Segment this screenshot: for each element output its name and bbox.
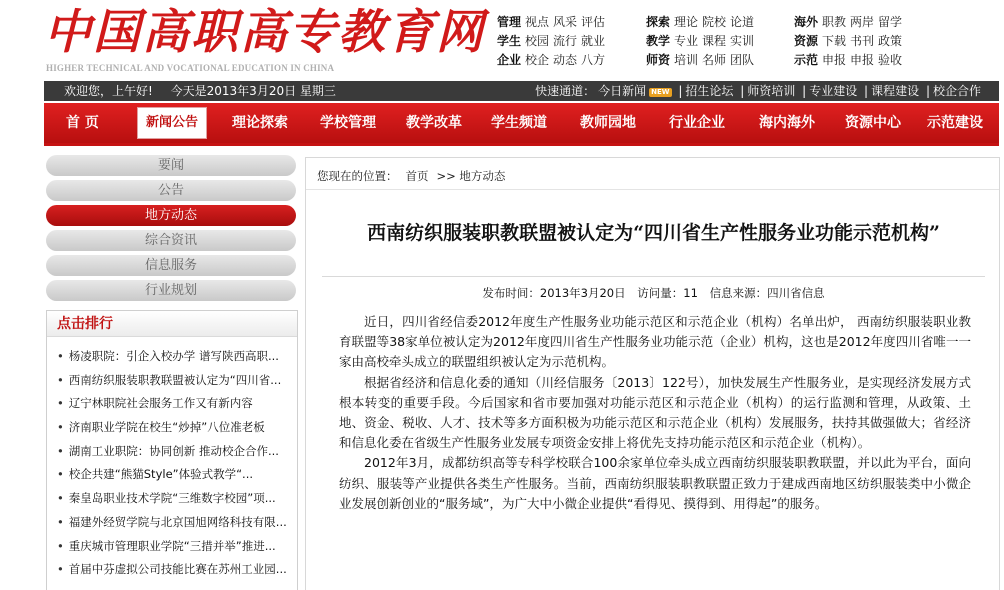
nav-item-theory[interactable]: 理论探索 xyxy=(232,115,288,131)
top-nav-link[interactable]: 书刊 xyxy=(850,34,875,48)
quick-link[interactable]: 课程建设 xyxy=(871,84,920,98)
top-nav-link[interactable]: 团队 xyxy=(730,53,755,67)
nav-item-school-management[interactable]: 学校管理 xyxy=(320,115,376,131)
top-nav-link[interactable]: 视点 xyxy=(525,15,550,29)
nav-item-overseas[interactable]: 海内海外 xyxy=(759,115,815,131)
article-meta xyxy=(306,285,1001,301)
top-nav-head[interactable]: 管理 xyxy=(497,15,522,29)
quick-links: 快速通道： 今日新闻 NEW | 招生论坛 | 师资培训 | 专业建设 | 课程建设 | 校企合作 xyxy=(535,84,981,98)
article-panel xyxy=(305,157,1000,590)
welcome-bar xyxy=(44,81,999,101)
top-nav-group-2 xyxy=(646,13,758,70)
nav-item-teachers[interactable]: 教师园地 xyxy=(580,115,636,131)
ranking-item[interactable]: • 首届中芬虚拟公司技能比赛在苏州工业园... xyxy=(57,558,289,582)
click-ranking-panel xyxy=(46,310,298,590)
breadcrumb-local-news[interactable]: >> 地方动态 xyxy=(436,169,506,183)
nav-divider xyxy=(44,143,999,146)
nav-item-industry[interactable]: 行业企业 xyxy=(669,115,725,131)
top-nav-row xyxy=(794,13,906,32)
top-nav-link[interactable]: 校企 xyxy=(525,53,550,67)
divider xyxy=(322,276,985,277)
top-nav-head[interactable]: 探索 xyxy=(646,15,671,29)
top-nav-link[interactable]: 校园 xyxy=(525,34,550,48)
quick-link[interactable]: 招生论坛 xyxy=(685,84,734,98)
top-nav-link[interactable]: 风采 xyxy=(553,15,578,29)
top-nav-link[interactable]: 两岸 xyxy=(850,15,875,29)
quick-link[interactable]: 专业建设 xyxy=(809,84,858,98)
top-nav-head[interactable]: 企业 xyxy=(497,53,522,67)
sidebar-item-info-service[interactable]: 信息服务 xyxy=(46,255,296,276)
nav-item-home[interactable]: 首 页 xyxy=(66,115,99,131)
ranking-item[interactable]: • 秦皇岛职业技术学院“三维数字校园”项... xyxy=(57,487,289,511)
nav-item-resources[interactable]: 资源中心 xyxy=(845,115,901,131)
top-nav-row xyxy=(794,51,906,70)
ranking-item[interactable]: • 济南职业学院在校生“炒掉”八位准老板 xyxy=(57,416,289,440)
top-nav-link[interactable]: 就业 xyxy=(581,34,606,48)
breadcrumb-home[interactable]: 首页 xyxy=(405,169,429,183)
ranking-item[interactable]: • 辽宁林职院社会服务工作又有新内容 xyxy=(57,392,289,416)
click-ranking-title: 点击排行 xyxy=(47,311,297,337)
top-nav-row xyxy=(794,32,906,51)
top-nav-link[interactable]: 名师 xyxy=(702,53,727,67)
ranking-item[interactable]: • 福建外经贸学院与北京国旭网络科技有限... xyxy=(57,511,289,535)
top-nav-link[interactable]: 职教 xyxy=(822,15,847,29)
nav-item-teaching-reform[interactable]: 教学改革 xyxy=(406,115,462,131)
top-nav-group-3 xyxy=(794,13,906,70)
top-nav-link[interactable]: 动态 xyxy=(553,53,578,67)
sidebar-item-announcements[interactable]: 公告 xyxy=(46,180,296,201)
top-nav-link[interactable]: 理论 xyxy=(674,15,699,29)
article-paragraph: 近日，四川省经信委2012年度生产性服务业功能示范区和示范企业（机构）名单出炉， 西南纺织服装职业教育联盟等38家单位被认定为2012年度四川省生产性服务业功能示范（企业）机构，这也是2012年度四川省唯一一家由高校牵头成立的联盟组织被认定为示范机构。 xyxy=(339,314,971,370)
quick-link[interactable]: 师资培训 xyxy=(747,84,796,98)
click-ranking-list xyxy=(47,337,297,582)
top-nav-row xyxy=(497,32,609,51)
top-nav-link[interactable]: 申报 xyxy=(822,53,847,67)
nav-item-demo[interactable]: 示范建设 xyxy=(927,115,983,131)
top-nav-link[interactable]: 留学 xyxy=(878,15,903,29)
site-logo-english: HIGHER TECHNICAL AND VOCATIONAL EDUCATION IN CHINA xyxy=(46,63,335,73)
top-nav-link[interactable]: 论道 xyxy=(730,15,755,29)
top-nav-group-1 xyxy=(497,13,609,70)
ranking-item[interactable]: • 校企共建“熊猫Style”体验式教学“... xyxy=(57,463,289,487)
greeting-text: 欢迎您，上午好! xyxy=(64,84,153,98)
top-nav-row xyxy=(646,13,758,32)
top-nav-row xyxy=(646,32,758,51)
top-nav-row xyxy=(497,51,609,70)
top-nav-head[interactable]: 资源 xyxy=(794,34,819,48)
ranking-item[interactable]: • 西南纺织服装职教联盟被认定为“四川省... xyxy=(57,369,289,393)
sidebar-item-headlines[interactable]: 要闻 xyxy=(46,155,296,176)
top-nav-link[interactable]: 专业 xyxy=(674,34,699,48)
top-nav-row xyxy=(646,51,758,70)
top-nav-link[interactable]: 申报 xyxy=(850,53,875,67)
top-nav-link[interactable]: 院校 xyxy=(702,15,727,29)
sidebar-item-local-news[interactable]: 地方动态 xyxy=(46,205,296,226)
top-nav-row xyxy=(497,13,609,32)
top-nav-link[interactable]: 政策 xyxy=(878,34,903,48)
top-nav-head[interactable]: 学生 xyxy=(497,34,522,48)
nav-item-students[interactable]: 学生频道 xyxy=(491,115,547,131)
article-title: 西南纺织服装职教联盟被认定为“四川省生产性服务业功能示范机构” xyxy=(367,222,940,244)
breadcrumb-label: 您现在的位置： xyxy=(317,169,398,183)
top-nav-head[interactable]: 教学 xyxy=(646,34,671,48)
publish-date: 发布时间：2013年3月20日 xyxy=(482,286,626,300)
top-nav-link[interactable]: 课程 xyxy=(702,34,727,48)
article-paragraph: 根据省经济和信息化委的通知（川经信服务〔2013〕122号），加快发展生产性服务业，是实现经济发展方式根本转变的重要手段。今后国家和省市要加强对功能示范区和示范企业（机构）的运行监测和管理，从政策、土地、资金、税收、人才、技术等多方面积极为功能示范区和示范企业（机构）发展服务，扶持其做强做大；省经济和信息化委在省级生产性服务业发展专项资金安排上将优先支持功能示范区和示范企业（机构）。 xyxy=(339,374,971,451)
sidebar-item-industry-plan[interactable]: 行业规划 xyxy=(46,280,296,301)
quick-link-news[interactable]: 今日新闻 xyxy=(598,84,647,98)
top-nav-head[interactable]: 示范 xyxy=(794,53,819,67)
ranking-item[interactable]: • 重庆城市管理职业学院“三措并举”推进... xyxy=(57,535,289,559)
sidebar-item-general-info[interactable]: 综合资讯 xyxy=(46,230,296,251)
top-nav-link[interactable]: 验收 xyxy=(878,53,903,67)
top-nav-link[interactable]: 八方 xyxy=(581,53,606,67)
site-header xyxy=(0,0,1004,80)
info-source: 信息来源：四川省信息 xyxy=(709,286,825,300)
top-nav-link[interactable]: 下载 xyxy=(822,34,847,48)
new-badge: NEW xyxy=(651,88,670,96)
main-nav xyxy=(44,103,999,143)
nav-item-news[interactable]: 新闻公告 xyxy=(137,107,207,139)
top-nav-link[interactable]: 培训 xyxy=(674,53,699,67)
breadcrumb xyxy=(306,158,999,190)
top-nav-link[interactable]: 实训 xyxy=(730,34,755,48)
site-logo[interactable]: 中国高职高专教育网 xyxy=(44,5,485,60)
date-text: 今天是2013年3月20日 星期三 xyxy=(170,84,336,98)
ranking-item[interactable]: • 湖南工业职院：协同创新 推动校企合作... xyxy=(57,440,289,464)
top-nav-head[interactable]: 师资 xyxy=(646,53,671,67)
sidebar xyxy=(46,155,298,305)
quick-label: 快速通道： xyxy=(535,84,596,98)
article-paragraph: 2012年3月，成都纺织高等专科学校联合100余家单位牵头成立西南纺织服装职教联盟，并以此为平台，面向纺织、服装等产业提供各类生产性服务。当前，西南纺织服装职教联盟正致力于建成西南地区纺织服装类中小微企业发展创新创业的“服务域”，为广大中小微企业提供“看得见、摸得到、用得起”的服务。 xyxy=(339,455,971,511)
top-nav-head[interactable]: 海外 xyxy=(794,15,819,29)
ranking-item[interactable]: • 杨凌职院：引企入校办学 谱写陕西高职... xyxy=(57,345,289,369)
quick-link[interactable]: 校企合作 xyxy=(932,84,981,98)
article-body xyxy=(339,312,971,514)
top-nav-link[interactable]: 流行 xyxy=(553,34,578,48)
top-nav-link[interactable]: 评估 xyxy=(581,15,606,29)
view-count: 访问量：11 xyxy=(637,286,698,300)
